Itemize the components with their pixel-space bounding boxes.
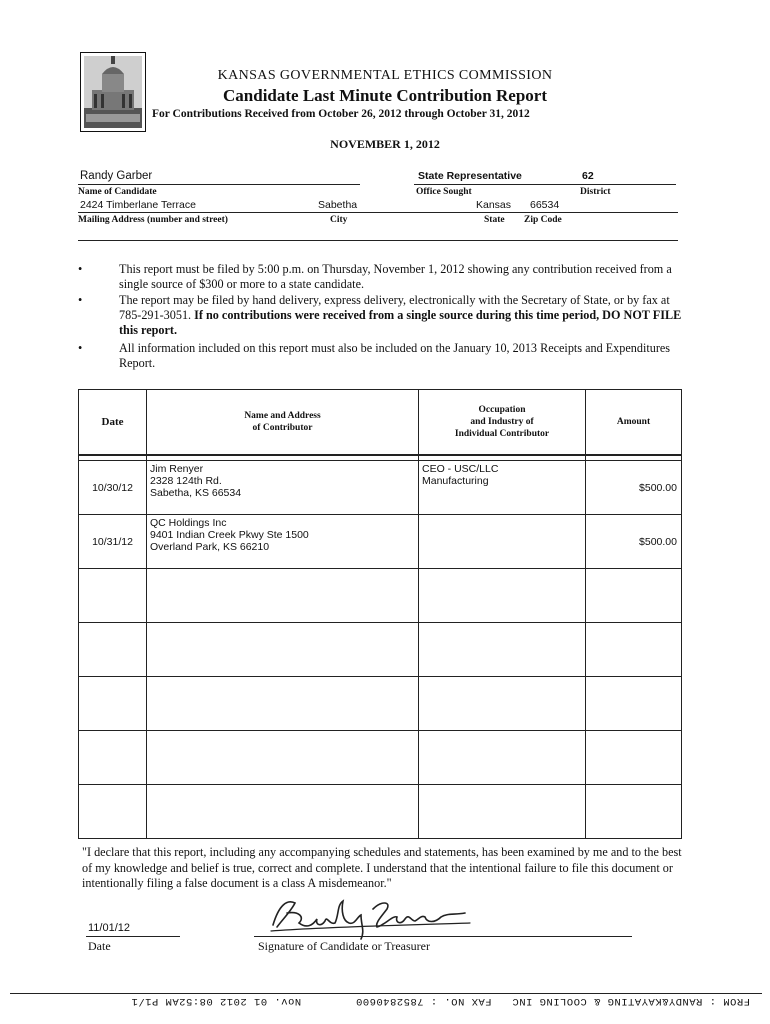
- cell-date: [79, 731, 147, 785]
- candidate-name-rule: [78, 184, 360, 185]
- cell-contributor: [147, 785, 419, 839]
- table-row: [79, 569, 682, 623]
- cell-contributor: [147, 677, 419, 731]
- cell-occupation: [419, 569, 586, 623]
- state-value: Kansas: [476, 199, 512, 211]
- instruction-item: [78, 262, 688, 292]
- table-row: [79, 515, 682, 569]
- candidate-name-caption: Name of Candidate: [78, 187, 157, 197]
- column-header-amount: Amount: [586, 390, 682, 456]
- cell-amount: [586, 569, 682, 623]
- office-caption: Office Sought: [416, 187, 472, 197]
- instruction-text: All information included on this report must also be included on the January 10, 2013 Receipts and Expenditures Report.: [119, 341, 671, 370]
- agency-name: KANSAS GOVERNMENTAL ETHICS COMMISSION: [217, 68, 553, 83]
- city-value: Sabetha: [318, 199, 358, 211]
- report-title: Candidate Last Minute Contribution Report: [223, 86, 547, 105]
- bullet-icon: •: [78, 293, 83, 307]
- cell-date: [79, 569, 147, 623]
- cell-occupation: [419, 515, 586, 569]
- contribution-amount: $500.00: [639, 535, 677, 548]
- contribution-amount: $500.00: [639, 481, 677, 494]
- cell-occupation: [419, 731, 586, 785]
- cell-contributor: [147, 515, 419, 569]
- bullet-icon: •: [78, 262, 83, 276]
- instruction-text: This report must be filed by 5:00 p.m. on Thursday, November 1, 2012 showing any contribution received from a single source of $300 or more to a state candidate.: [119, 262, 672, 291]
- district-caption: District: [580, 187, 611, 197]
- cell-amount: [586, 785, 682, 839]
- table-row: [79, 461, 682, 515]
- signature-date-value: 11/01/12: [88, 922, 131, 934]
- column-header-date: Date: [79, 390, 147, 456]
- address-caption: Mailing Address (number and street): [78, 215, 228, 225]
- table-row: [79, 623, 682, 677]
- contribution-date: 10/30/12: [92, 481, 133, 494]
- column-header-occupation: [419, 390, 586, 456]
- cell-occupation: [419, 623, 586, 677]
- instruction-text: [119, 293, 688, 338]
- column-header-occupation-line2: and Industry of: [470, 417, 534, 427]
- table-row: [79, 785, 682, 839]
- signature-rule: [254, 936, 632, 937]
- cell-amount: [586, 461, 682, 515]
- column-header-contributor: [147, 390, 419, 456]
- instruction-text-bold: If no contributions were received from a single source during this time period, DO NOT FILE this report.: [119, 308, 682, 337]
- mailing-address: 2424 Timberlane Terrace: [80, 199, 196, 211]
- zip-value: 66534: [530, 199, 560, 211]
- column-header-contributor-line1: Name and Address: [244, 411, 321, 421]
- contributor-industry: Manufacturing: [422, 475, 489, 487]
- contributor-name: QC Holdings Inc: [150, 517, 227, 529]
- date-caption: Date: [88, 939, 111, 953]
- cell-contributor: [147, 731, 419, 785]
- reporting-period: For Contributions Received from October 26, 2012 through October 31, 2012: [152, 108, 530, 120]
- office-sought: State Representative: [418, 170, 522, 182]
- cell-amount: [586, 623, 682, 677]
- bullet-icon: •: [78, 341, 83, 355]
- table-header-row: [79, 390, 682, 456]
- state-seal-logo: [80, 52, 146, 132]
- instruction-item: [78, 293, 688, 338]
- contribution-table: [78, 389, 682, 839]
- column-header-occupation-line1: Occupation: [478, 405, 526, 415]
- table-row: [79, 731, 682, 785]
- cell-occupation: [419, 785, 586, 839]
- address-rule: [78, 212, 678, 213]
- column-header-contributor-line2: of Contributor: [252, 423, 313, 433]
- cell-contributor: [147, 623, 419, 677]
- declaration-statement: "I declare that this report, including any accompanying schedules and statements, has been examined by me and to the best of my knowledge and belief is true, correct and complete. I understand that the intentional failure to file this document or intentionally filing a false document is a class A misdemeanor.": [82, 845, 682, 890]
- due-date: NOVEMBER 1, 2012: [330, 137, 440, 151]
- cell-amount: [586, 515, 682, 569]
- district-number: 62: [582, 170, 594, 182]
- candidate-name: Randy Garber: [80, 170, 153, 182]
- section-divider: [78, 240, 678, 241]
- fax-transmission-header: FROM : RANDY&KAYATING & COOLING INC FAX NO. : 7852840600 Nov. 01 2012 08:52AM P1/1: [131, 995, 750, 1007]
- cell-contributor: [147, 569, 419, 623]
- contributor-name: Jim Renyer: [150, 463, 204, 475]
- handwritten-signature: [265, 895, 475, 941]
- contributor-address-line1: 9401 Indian Creek Pkwy Ste 1500: [150, 529, 309, 541]
- column-header-occupation-line3: Individual Contributor: [454, 429, 550, 439]
- contributor-address-line2: Overland Park, KS 66210: [150, 541, 270, 553]
- cell-amount: [586, 677, 682, 731]
- cell-date: [79, 785, 147, 839]
- instruction-text-main: The report may be filed by hand delivery, express delivery, electronically with the Secretary of State, or by fax at 785-291-3051.: [119, 293, 670, 322]
- cell-contributor: [147, 461, 419, 515]
- cell-date: [79, 677, 147, 731]
- contributor-occupation: CEO - USC/LLC: [422, 463, 499, 475]
- city-caption: City: [330, 215, 348, 225]
- cell-date: [79, 623, 147, 677]
- office-rule: [414, 184, 676, 185]
- contribution-date: 10/31/12: [92, 535, 133, 548]
- contributor-address-line2: Sabetha, KS 66534: [150, 487, 242, 499]
- table-row: [79, 677, 682, 731]
- state-caption: State: [484, 215, 505, 225]
- date-rule: [86, 936, 180, 937]
- cell-occupation: [419, 677, 586, 731]
- cell-occupation: [419, 461, 586, 515]
- contributor-address-line1: 2328 124th Rd.: [150, 475, 222, 487]
- zip-caption: Zip Code: [524, 215, 562, 225]
- signature-caption: Signature of Candidate or Treasurer: [258, 939, 430, 953]
- cell-amount: [586, 731, 682, 785]
- instruction-item: [78, 341, 688, 371]
- fax-separator: [10, 993, 762, 994]
- cell-date: [79, 515, 147, 569]
- cell-date: [79, 461, 147, 515]
